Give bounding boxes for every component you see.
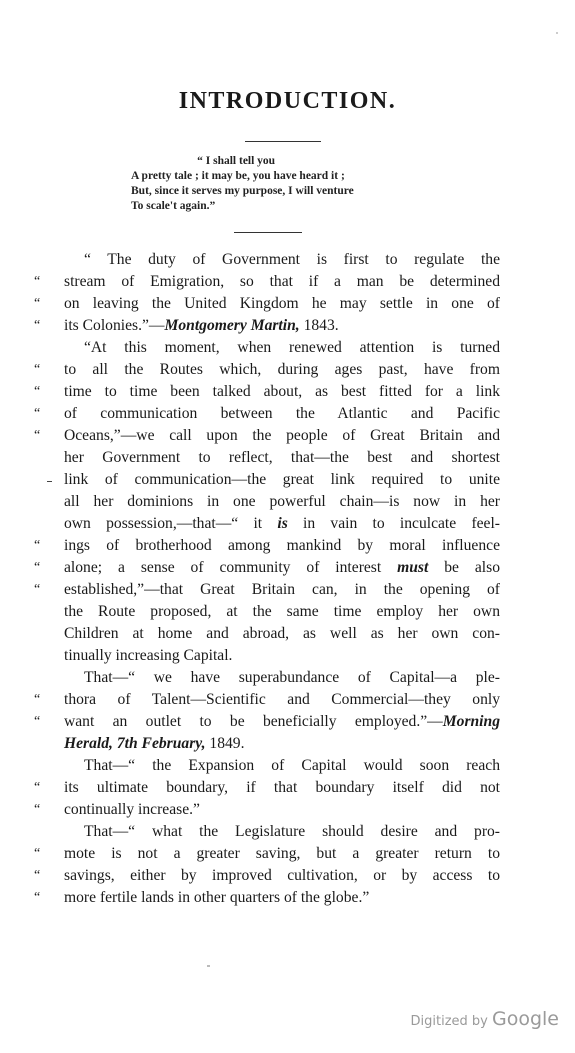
epigraph-line: But, since it serves my purpose, I will venture [131,185,354,197]
text-line [64,777,500,799]
text-span: “ The duty of Government is first to regulate the [84,251,500,268]
margin-quote-mark: “ [34,692,41,707]
text-span: That—“ we have superabundance of Capital—a ple- [84,669,500,686]
margin-quote-mark: “ [34,428,41,443]
text-span: 1843. [299,317,339,334]
text-line [64,557,500,579]
text-line [64,469,500,491]
text-span: ings of brotherhood among mankind by moral influence [64,537,500,554]
text-span: That—“ the Expansion of Capital would soon reach [84,757,500,774]
italic-text: Herald, 7th February, [64,735,206,752]
margin-quote-mark: “ [34,890,41,905]
text-span: established,”—that Great Britain can, in the opening of [64,581,500,598]
text-line [84,755,500,777]
text-span: thora of Talent—Scientific and Commercial—they only [64,691,500,708]
text-span: 1849. [205,735,245,752]
text-line [64,799,500,821]
text-span: the Route proposed, at the same time employ her own [64,603,500,620]
italic-text: Montgomery Martin, [164,317,300,334]
text-span: That—“ what the Legislature should desire and pro- [84,823,500,840]
page-title: INTRODUCTION. [178,88,397,114]
text-span: in vain to inculcate feel- [287,515,500,532]
text-line [64,513,500,535]
text-line [64,535,500,557]
text-span: link of communication—the great link required to unite [64,471,500,488]
text-span: on leaving the United Kingdom he may settle in one of [64,295,500,312]
text-line [64,623,500,645]
epigraph-line: “ I shall tell you [131,155,276,167]
title-rule [245,141,321,142]
text-line [64,425,500,447]
text-span: her Government to reflect, that—the best and shortest [64,449,500,466]
digitized-watermark [411,1008,560,1030]
text-line [64,843,500,865]
text-span: time to time been talked about, as best fitted for a link [64,383,500,400]
text-span: be also [428,559,500,576]
text-line [64,865,500,887]
text-span: savings, either by improved cultivation, or by access to [64,867,500,884]
digitized-prefix: Digitized by [410,1014,492,1029]
text-line [84,337,500,359]
epigraph-line: To scale't again.” [131,200,216,212]
text-line [84,821,500,843]
margin-quote-mark: “ [34,868,41,883]
epigraph-rule [234,232,302,233]
margin-quote-mark: “ [34,780,41,795]
italic-text: is [277,515,288,532]
italic-text: must [397,559,429,576]
page-smudge [207,965,210,967]
text-span: its ultimate boundary, if that boundary itself did not [64,779,500,796]
margin-quote-mark: “ [34,846,41,861]
margin-quote-mark: “ [34,538,41,553]
margin-quote-mark: “ [34,560,41,575]
text-line [64,447,500,469]
text-span: alone; a sense of community of interest [64,559,398,576]
text-span: mote is not a greater saving, but a greater return to [64,845,500,862]
margin-quote-mark: “ [34,296,41,311]
margin-quote-mark: “ [34,318,41,333]
margin-quote-mark: “ [34,274,41,289]
text-line [64,403,500,425]
margin-quote-mark: “ [34,582,41,597]
google-logo: Google [491,1008,559,1030]
text-line [64,381,500,403]
italic-text: Morning [442,713,500,730]
text-span: to all the Routes which, during ages past, have from [64,361,500,378]
text-span: Children at home and abroad, as well as her own con- [64,625,500,642]
text-span: tinually increasing Capital. [64,647,233,664]
epigraph [131,154,354,214]
text-span: Oceans,”—we call upon the people of Great Britain and [64,427,500,444]
text-line [84,249,500,271]
text-line [64,887,500,909]
margin-quote-mark: “ [34,802,41,817]
text-span: want an outlet to be beneficially employed.”— [64,713,443,730]
text-line [64,359,500,381]
text-line [64,711,500,733]
text-line [64,689,500,711]
text-line [64,491,500,513]
corner-speck [556,32,558,34]
margin-quote-mark: “ [34,406,41,421]
text-span: continually increase.” [64,801,200,818]
margin-quote-mark: “ [34,384,41,399]
text-span: more fertile lands in other quarters of the globe.” [64,889,370,906]
text-line [64,601,500,623]
text-span: of communication between the Atlantic and Pacific [64,405,500,422]
text-line [84,667,500,689]
text-span: “At this moment, when renewed attention is turned [84,339,500,356]
text-line [64,645,500,667]
text-span: all her dominions in one powerful chain—is now in her [64,493,500,510]
text-line [64,271,500,293]
epigraph-line: A pretty tale ; it may be, you have heard it ; [131,170,345,182]
margin-mark [47,481,52,482]
text-line [64,293,500,315]
text-line [64,315,500,337]
margin-quote-mark: “ [34,362,41,377]
text-span: its Colonies.”— [64,317,165,334]
text-line [64,579,500,601]
margin-quote-mark: “ [34,714,41,729]
text-line [64,733,500,755]
text-span: stream of Emigration, so that if a man be determined [64,273,500,290]
text-span: own possession,—that—“ it [64,515,278,532]
